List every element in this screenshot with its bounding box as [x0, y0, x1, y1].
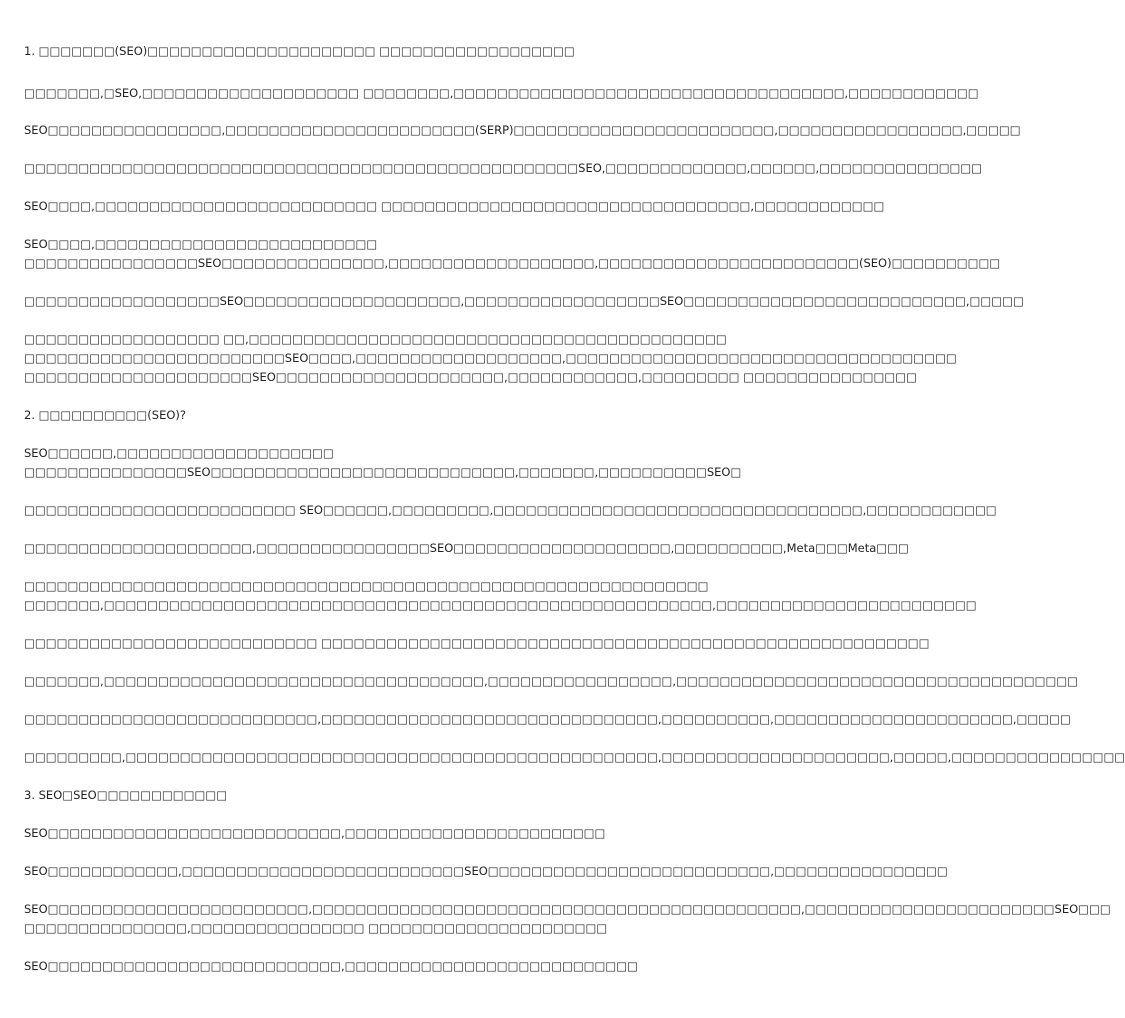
- paragraph-line: □□□□□□□□□□□□□□□□□□□□□,□□□□□□□□□□□□□□□□SEO□□□□□□□□□□□□□□□□□□□□,□□□□□□□□□□,Meta□□□Meta□□□: [24, 541, 909, 555]
- paragraph-line: □□□□□□□,□□□□□□□□□□□□□□□□□□□□□□□□□□□□□□□□□□□□□□□□□□□□□□□□□□□□□□□□,□□□□□□□□□□□□□□□□□□□□□□□□: [24, 598, 977, 612]
- paragraph-line: □□□□□□□□□□□□□□□□□□SEO□□□□□□□□□□□□□□□□□□□□,□□□□□□□□□□□□□□□□□□SEO□□□□□□□□□□□□□□□□□□□□□□□□□□,□□□□□: [24, 294, 1024, 308]
- paragraph-line: □□□□□□□□□□□□□□□□□□ □□,□□□□□□□□□□□□□□□□□□□□□□□□□□□□□□□□□□□□□□□□□□□□: [24, 332, 727, 346]
- paragraph-line: □□□□□□□□□□□□□□□□SEO□□□□□□□□□□□□□□□,□□□□□□□□□□□□□□□□□□□,□□□□□□□□□□□□□□□□□□□□□□□□(SEO)□□□□□□□□□□: [24, 256, 1001, 270]
- paragraph-line: □□□□□□□□□□□□□□□□□□□□□□□□□□□□□□□□□□□□□□□□□□□□□□□□□□□SEO,□□□□□□□□□□□□□,□□□□□□,□□□□□□□□□□□□□□□: [24, 161, 983, 175]
- heading-3: 3. SEO□SEO□□□□□□□□□□□□: [24, 788, 228, 802]
- heading-2: 2. □□□□□□□□□□(SEO)?: [24, 408, 186, 422]
- paragraph-line: SEO□□□□□□□□□□□□□□□□□□□□□□□□□□□,□□□□□□□□□□□□□□□□□□□□□□□□: [24, 826, 606, 840]
- paragraph-line: □□□□□□□□□□□□□□□□□□□□□SEO□□□□□□□□□□□□□□□□□□□□□,□□□□□□□□□□□□,□□□□□□□□□ □□□□□□□□□□□□□□□□: [24, 370, 917, 384]
- paragraph-line: □□□□□□□□□□□□□□□□□□□□□□□□□□□□□□□□□□□□□□□□□□□□□□□□□□□□□□□□□□□□□□□: [24, 579, 709, 593]
- paragraph-line: SEO□□□□□□□□□□□□□□□□□□□□□□□□□□□,□□□□□□□□□□□□□□□□□□□□□□□□□□□: [24, 959, 639, 973]
- paragraph-line: □□□□□□□□□□□□□□□□□□□□□□□□□ SEO□□□□□□,□□□□□□□□□,□□□□□□□□□□□□□□□□□□□□□□□□□□□□□□□□□□,□□□□□□□□□□□□: [24, 503, 997, 517]
- paragraph-line: □□□□□□□,□□□□□□□□□□□□□□□□□□□□□□□□□□□□□□□□□□□,□□□□□□□□□□□□□□□□□,□□□□□□□□□□□□□□□□□□□□□□□□□□□□□□□□□□□□□: [24, 674, 1079, 688]
- heading-1: 1. □□□□□□□(SEO)□□□□□□□□□□□□□□□□□□□□□ □□□□□□□□□□□□□□□□□□: [24, 44, 575, 58]
- paragraph-line: SEO□□□□,□□□□□□□□□□□□□□□□□□□□□□□□□□: [24, 237, 378, 251]
- paragraph-line: □□□□□□□□□□□□□□□□□□□□□□□□□□□ □□□□□□□□□□□□□□□□□□□□□□□□□□□□□□□□□□□□□□□□□□□□□□□□□□□□□□□□: [24, 636, 930, 650]
- paragraph-line: □□□□□□□□□□□□□□□,□□□□□□□□□□□□□□□□ □□□□□□□□□□□□□□□□□□□□□□: [24, 921, 608, 935]
- paragraph-line: □□□□□□□□□□□□□□□□□□□□□□□□SEO□□□□,□□□□□□□□□□□□□□□□□□□,□□□□□□□□□□□□□□□□□□□□□□□□□□□□□□□□□□□□: [24, 351, 957, 365]
- paragraph-line: □□□□□□□□□,□□□□□□□□□□□□□□□□□□□□□□□□□□□□□□□□□□□□□□□□□□□□□□□□□,□□□□□□□□□□□□□□□□□□□□□,□□□□□,□□□□□□□□□□□□□□□□: [24, 750, 1125, 764]
- paragraph-line: □□□□□□□□□□□□□□□SEO□□□□□□□□□□□□□□□□□□□□□□□□□□□□,□□□□□□□,□□□□□□□□□□SEO□: [24, 465, 742, 479]
- paragraph-line: □□□□□□□,□SEO,□□□□□□□□□□□□□□□□□□□□ □□□□□□□□,□□□□□□□□□□□□□□□□□□□□□□□□□□□□□□□□□□□□,□□□□□□□□□□□□: [24, 86, 979, 100]
- paragraph-line: SEO□□□□,□□□□□□□□□□□□□□□□□□□□□□□□□□ □□□□□□□□□□□□□□□□□□□□□□□□□□□□□□□□□□,□□□□□□□□□□□□: [24, 199, 885, 213]
- paragraph-line: □□□□□□□□□□□□□□□□□□□□□□□□□□□,□□□□□□□□□□□□□□□□□□□□□□□□□□□□□□□,□□□□□□□□□□,□□□□□□□□□□□□□□□□□□□□□□,□□□□□: [24, 712, 1071, 726]
- paragraph-line: SEO□□□□□□□□□□□□□□□□,□□□□□□□□□□□□□□□□□□□□□□□(SERP)□□□□□□□□□□□□□□□□□□□□□□□□,□□□□□□□□□□□□□□□□□,□□□□□: [24, 123, 1021, 137]
- paragraph-line: SEO□□□□□□□□□□□□,□□□□□□□□□□□□□□□□□□□□□□□□□□SEO□□□□□□□□□□□□□□□□□□□□□□□□□□,□□□□□□□□□□□□□□□□: [24, 864, 948, 878]
- paragraph-line: SEO□□□□□□,□□□□□□□□□□□□□□□□□□□□: [24, 446, 334, 460]
- paragraph-line: SEO□□□□□□□□□□□□□□□□□□□□□□□□,□□□□□□□□□□□□□□□□□□□□□□□□□□□□□□□□□□□□□□□□□□□□□,□□□□□□□□□□□□□□□□□□□□□□□SEO□□□: [24, 902, 1111, 916]
